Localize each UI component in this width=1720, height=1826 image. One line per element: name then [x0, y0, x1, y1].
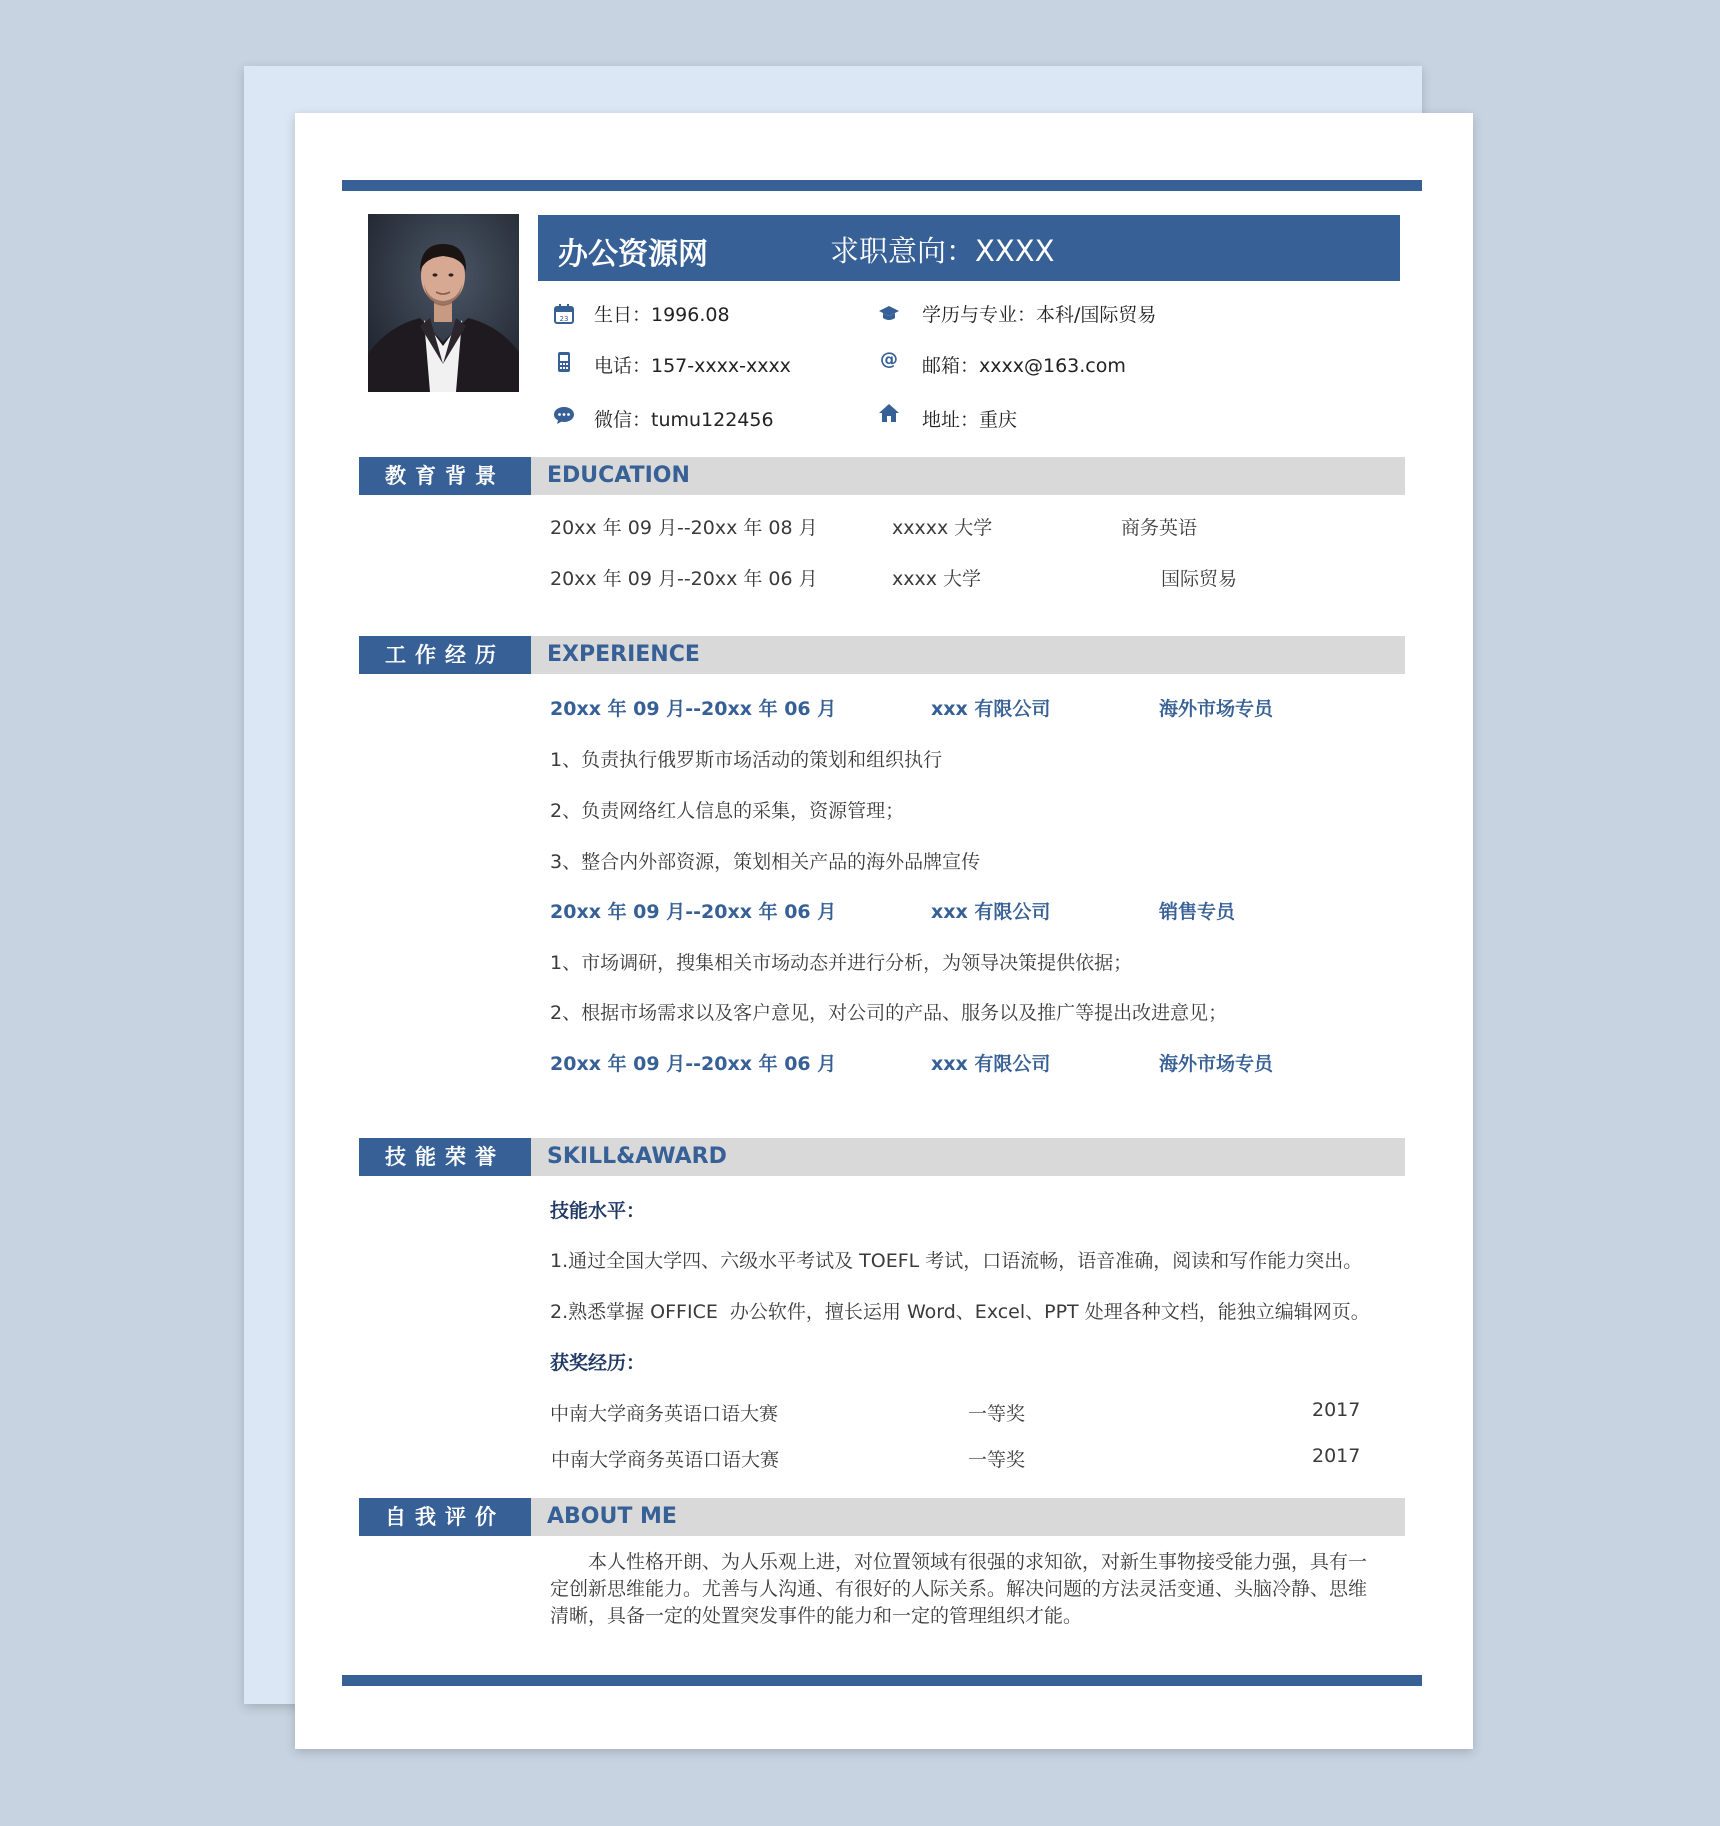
job-role: 销售专员 [1159, 901, 1236, 923]
edu-school: xxxx 大学 [892, 568, 982, 590]
bottom-accent-bar [342, 1675, 1422, 1686]
skill-item: 2.熟悉掌握 OFFICE 办公软件，擅长运用 Word、Excel、PPT 处理各种文档，能独立编辑网页。 [550, 1301, 1370, 1323]
chat-icon [553, 404, 575, 426]
about-text: 本人性格开朗、为人乐观上进，对位置领域有很强的求知欲，对新生事物接受能力强，具有一定创新思维能力。尤善与人沟通、有很好的人际关系。解决问题的方法灵活变通、头脑冷静、思维清晰，具备一定的处置突发事件的能力和一定的管理组织才能。 [550, 1551, 1368, 1627]
graduation-cap-icon [878, 303, 900, 325]
job-duty: 2、根据市场需求以及客户意见，对公司的产品、服务以及推广等提出改进意见； [550, 1002, 1228, 1024]
education-title-cn: 教育背景 [359, 457, 531, 495]
at-icon [878, 348, 900, 370]
profile-photo [368, 214, 519, 392]
award-level: 一等奖 [968, 1449, 1026, 1471]
job-period: 20xx 年 09 月--20xx 年 06 月 [550, 901, 837, 923]
svg-text:@: @ [880, 349, 898, 370]
info-birthday: 生日：1996.08 [594, 304, 730, 326]
education-title-en: EDUCATION [547, 463, 690, 488]
about-title-en: ABOUT ME [547, 1504, 677, 1529]
info-email: 邮箱：xxxx@163.com [922, 355, 1126, 377]
job-duty: 1、负责执行俄罗斯市场活动的策划和组织执行 [550, 749, 943, 771]
edu-period: 20xx 年 09 月--20xx 年 06 月 [550, 568, 818, 590]
edu-school: xxxxx 大学 [892, 517, 993, 539]
skills-header [359, 1138, 1405, 1176]
job-period: 20xx 年 09 月--20xx 年 06 月 [550, 1053, 837, 1075]
award-year: 2017 [1312, 1445, 1361, 1467]
award-row-clipped [551, 1445, 1411, 1471]
education-header [359, 457, 1405, 495]
job-period: 20xx 年 09 月--20xx 年 06 月 [550, 698, 837, 720]
info-education: 学历与专业：本科/国际贸易 [922, 304, 1157, 326]
award-year: 2017 [1312, 1399, 1361, 1421]
job-company: xxx 有限公司 [931, 1053, 1051, 1075]
info-address: 地址：重庆 [922, 409, 1018, 431]
svg-text:23: 23 [559, 315, 569, 323]
candidate-name: 办公资源网 [558, 237, 708, 272]
award-level: 一等奖 [968, 1403, 1026, 1425]
calendar-icon [553, 303, 575, 325]
edu-major: 国际贸易 [1161, 568, 1238, 590]
phone-icon [553, 350, 575, 372]
award-name: 中南大学商务英语口语大赛 [551, 1449, 780, 1471]
about-title-cn: 自我评价 [359, 1498, 531, 1536]
edu-period: 20xx 年 09 月--20xx 年 08 月 [550, 517, 818, 539]
resume-page [295, 113, 1473, 1749]
top-accent-bar [342, 180, 1422, 191]
portrait-image [368, 214, 519, 392]
edu-major: 商务英语 [1121, 517, 1198, 539]
experience-title-cn: 工作经历 [359, 636, 531, 674]
job-role: 海外市场专员 [1159, 698, 1274, 720]
name-banner [538, 215, 1400, 281]
experience-title-en: EXPERIENCE [547, 642, 700, 667]
award-name: 中南大学商务英语口语大赛 [550, 1403, 779, 1425]
job-duty: 2、负责网络红人信息的采集，资源管理； [550, 800, 905, 822]
info-phone: 电话：157-xxxx-xxxx [594, 355, 791, 377]
home-icon [878, 402, 900, 424]
job-intent: 求职意向：XXXX [830, 234, 1055, 268]
award-label: 获奖经历： [550, 1352, 646, 1374]
skill-item: 1.通过全国大学四、六级水平考试及 TOEFL 考试，口语流畅，语音准确，阅读和写作能力突出。 [550, 1250, 1363, 1272]
job-duty: 1、市场调研，搜集相关市场动态并进行分析，为领导决策提供依据； [550, 952, 1133, 974]
experience-header [359, 636, 1405, 674]
skills-title-cn: 技能荣誉 [359, 1138, 531, 1176]
job-duty: 3、整合内外部资源，策划相关产品的海外品牌宣传 [550, 851, 981, 873]
skills-title-en: SKILL&AWARD [547, 1144, 727, 1169]
skill-label: 技能水平： [550, 1200, 646, 1222]
about-header [359, 1498, 1405, 1536]
job-company: xxx 有限公司 [931, 901, 1051, 923]
job-role: 海外市场专员 [1159, 1053, 1274, 1075]
job-company: xxx 有限公司 [931, 698, 1051, 720]
info-wechat: 微信：tumu122456 [594, 409, 774, 431]
